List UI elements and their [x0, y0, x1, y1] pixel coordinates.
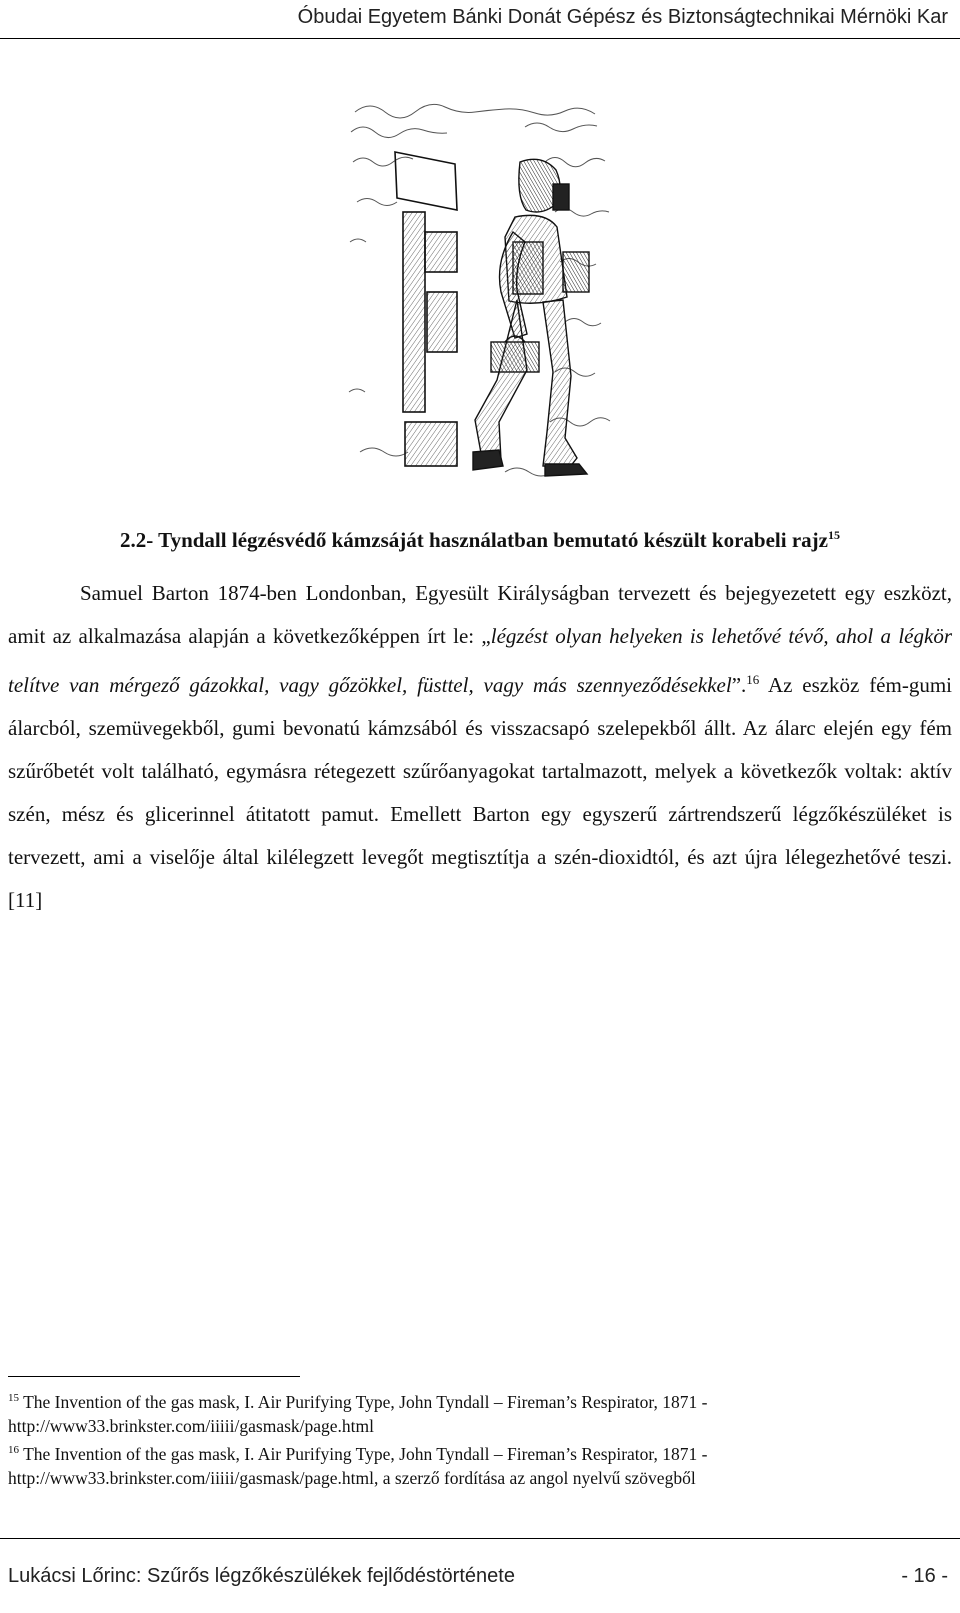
footnote-number: 16 [8, 1443, 19, 1456]
page-footer [0, 1538, 960, 1613]
text-segment-closing-quote: ”. [731, 673, 747, 697]
text-segment-intro: Samuel Barton 1874-ben Londonban, Egyesült Királyságban tervezett és bejegyezetett egy eszközt, amit az alkalmazása alapján a következőképpen írt le: „ [8, 581, 952, 648]
page-number: - 16 - [901, 1565, 948, 1587]
footnotes [8, 1386, 952, 1490]
footer-author-title: Lukácsi Lőrinc: Szűrős légzőkészülékek fejlődéstörténete [8, 1565, 515, 1587]
footnote-number: 15 [8, 1392, 19, 1404]
footnote-ref-16: 16 [746, 672, 760, 687]
engraving-firefighter-respirator [345, 92, 615, 494]
footnote-15 [8, 1386, 952, 1438]
header-institution: Óbudai Egyetem Bánki Donát Gépész és Biztonságtechnikai Mérnöki Kar [297, 6, 948, 28]
paragraph-text [8, 572, 952, 922]
footnote-divider [8, 1376, 300, 1377]
footnote-16 [8, 1438, 952, 1490]
text-segment-main: Az eszköz fém-gumi álarcból, szemüvegekből, gumi bevonatú kámzsából és visszacsapó szelepekből állt. Az álarc elején egy fém szűrőbetét volt található, egymásra rétegezett szűrőanyagokat tartalmazott, melyek a következők voltak: aktív szén, mész és glicerinnel átitatott pamut. Emellett Barton egy egyszerű zártrendszerű légzőkészüléket is tervezett, ami a viselője által kilélegzett levegőt megtisztítja a szén-dioxidtól, és azt újra lélegezhetővé teszi. [11] [8, 673, 953, 912]
figure-caption [0, 528, 960, 553]
body-paragraph [8, 572, 952, 922]
footnote-text: The Invention of the gas mask, I. Air Purifying Type, John Tyndall – Fireman’s Respirator, 1871 - http://www33.brinkster.com/iiiii/gasmask/page.html, a szerző fordítása az angol nyelvű szövegből [8, 1443, 708, 1488]
historical-illustration [345, 92, 615, 494]
page-header [0, 0, 960, 39]
figure-caption-text: 2.2- Tyndall légzésvédő kámzsáját használatban bemutató készült korabeli rajz [120, 528, 828, 552]
footnote-ref-15: 15 [827, 528, 840, 542]
footnote-text: The Invention of the gas mask, I. Air Purifying Type, John Tyndall – Fireman’s Respirator, 1871 - http://www33.brinkster.com/iiiii/gasmask/page.html [8, 1391, 708, 1436]
quoted-description: légzést olyan helyeken is lehetővé tévő, ahol a légkör telítve van mérgező gázokkal, vagy gőzökkel, füsttel, vagy más szennyeződésekkel [8, 624, 952, 697]
